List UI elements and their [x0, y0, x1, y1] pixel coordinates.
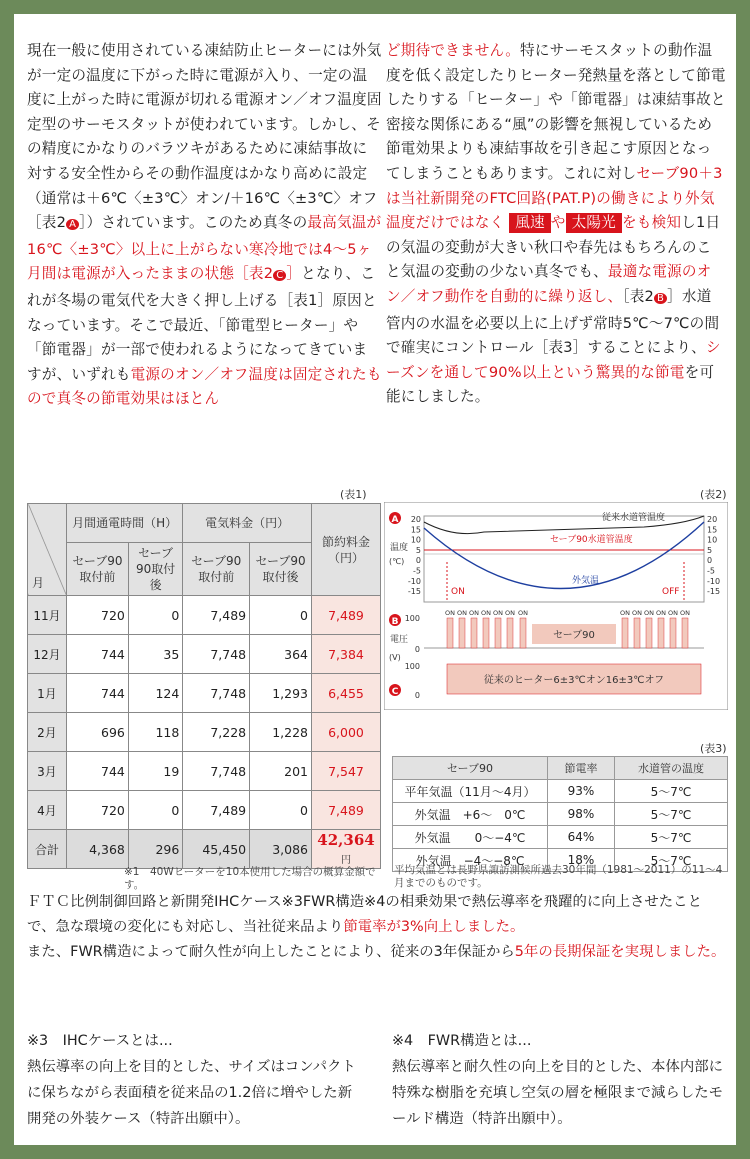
marker-c: C	[391, 687, 399, 697]
table-cell-ha: 19	[128, 752, 182, 791]
t3-header-temp: 水道管の温度	[615, 757, 728, 780]
marker-b: B	[391, 617, 399, 627]
temp-unit-label: (℃)	[389, 557, 405, 566]
table3-caption: (表3)	[700, 742, 727, 755]
temp-axis-label: 温度	[390, 543, 409, 553]
table-cell-t: 5〜7℃	[615, 780, 728, 803]
temp-tick-label: 15	[707, 525, 718, 535]
table-cell-sv: 7,489	[312, 596, 381, 635]
cost-after-header: セーブ90取付後	[250, 543, 312, 596]
footnote-fwr-title: ※4 FWR構造とは...	[392, 1033, 532, 1049]
table-row	[393, 780, 728, 803]
power-tick-0-c: 0	[414, 691, 420, 700]
on-pulse	[447, 618, 453, 648]
table-cell-r: 98%	[548, 803, 615, 826]
pulse-on-label: ON	[481, 609, 491, 617]
table-cell-cb: 7,748	[183, 752, 250, 791]
pulse-on-label: ON	[445, 609, 455, 617]
table-cell-cb: 7,489	[183, 596, 250, 635]
temp-tick-label: -10	[707, 576, 721, 586]
on-pulse	[658, 618, 664, 648]
table-cell-month: 11月	[28, 596, 67, 635]
table-cell-ha: 35	[128, 635, 182, 674]
pulse-on-label: ON	[656, 609, 666, 617]
marker-b-inline: B	[654, 293, 667, 304]
table-cell-r: 18%	[548, 849, 615, 872]
temp-tick-label: -15	[407, 587, 421, 597]
power-tick-100-b: 100	[404, 614, 420, 623]
table-cell-sv: 7,547	[312, 752, 381, 791]
temp-tick-label: -5	[413, 566, 421, 576]
table-cell-sv: 6,000	[312, 713, 381, 752]
table-cell-ha: 124	[128, 674, 182, 713]
savings-rate-table	[392, 756, 728, 872]
marker-c-inline: C	[273, 270, 286, 281]
pulse-on-label: ON	[620, 609, 630, 617]
bottom-paragraph-1: ＦＴＣ比例制御回路と新開発IHCケース※3FWR構造※4の相乗効果で熱伝導率を飛躍的に向上させたことで、急な環境の変化にも対応し、当社従来品より節電率が3%向上しました。	[27, 894, 702, 935]
table1-body	[28, 596, 381, 830]
table-cell-month: 2月	[28, 713, 67, 752]
pulse-on-label: ON	[505, 609, 515, 617]
marker-a-inline: A	[66, 219, 79, 230]
month-header: 月	[28, 504, 67, 596]
table-row	[28, 635, 381, 674]
table-cell-cb: 7,748	[183, 674, 250, 713]
on-pulse	[646, 618, 652, 648]
pulse-on-label: ON	[644, 609, 654, 617]
power-tick-100-c: 100	[404, 662, 420, 671]
pulse-on-label: ON	[668, 609, 678, 617]
table-cell-t: 5〜7℃	[615, 826, 728, 849]
table-cell-month: 4月	[28, 791, 67, 830]
temp-tick-label: 15	[410, 525, 421, 535]
table-cell-c: 外気温 −4〜−8℃	[393, 849, 548, 872]
on-pulse	[520, 618, 526, 648]
legend-outside: 外気温	[572, 576, 600, 586]
right-text-column	[386, 39, 726, 410]
t3-header-condition: セーブ90	[393, 757, 548, 780]
on-pulse	[622, 618, 628, 648]
table1-note: ※1 40Wヒーターを10本使用した場合の概算金額です。	[124, 866, 376, 891]
cost-before-header: セーブ90取付前	[183, 543, 250, 596]
electricity-table	[27, 503, 381, 869]
table-cell-month: 1月	[28, 674, 67, 713]
footnote-fwr	[392, 1028, 728, 1132]
right-paragraph: ど期待できません。特にサーモスタットの動作温度を低く設定したりヒーター発熱量を落として節電したりする「ヒーター」や「節電器」は凍結事故と密接な関係にある“風”の影響を無視しているため節電効果よりも凍結事故を引き起こす原因となってしまうこともあります。これに対しセーブ90＋3は当社新開発のFTC回路(PAT.P)の働きにより外気温度だけではなく 風速 や 太陽光 をも検知し1日の気温の変動が大きい秋口や春先はもちろんのこと気温の変動の少ない真冬でも、最適な電源のオン／オフ動作を自動的に繰り返し、［表2 B ］水道管内の水温を必要以上に上げず常時5℃〜7℃の間で確実にコントロール［表3］することにより、シーズンを通して90%以上という驚異的な節電を可能にしました。	[386, 42, 726, 406]
pulse-on-label: ON	[457, 609, 467, 617]
table-cell-c: 平年気温（11月〜4月）	[393, 780, 548, 803]
table-cell-t: 5〜7℃	[615, 849, 728, 872]
temp-tick-label: -5	[707, 566, 715, 576]
on-pulse	[507, 618, 513, 648]
power-axis-label: 電圧	[390, 635, 409, 645]
label-off: OFF	[662, 587, 680, 597]
footnote-ihc	[27, 1028, 362, 1132]
table-cell-sv: 6,455	[312, 674, 381, 713]
table-cell-sv: 7,489	[312, 791, 381, 830]
table3-body	[393, 780, 728, 872]
temp-tick-label: -10	[407, 576, 421, 586]
left-paragraph: 現在一般に使用されている凍結防止ヒーターには外気が一定の温度に下がった時に電源が入り、一定の温度に上がった時に電源が切れる電源オン／オフ温度固定型のサーモスタットが使われています。しかし、その精度にかなりのバラツキがあるために凍結事故に対する安全性からその動作温度はかなり高めに設定（通常は＋6℃〈±3℃〉オン/＋16℃〈±3℃〉オフ［表2 A ］）されています。このため真冬の最高気温が16℃〈±3℃〉以上に上がらない寒冷地では4〜5ヶ月間は電源が入ったままの状態［表2 C ］となり、これが冬場の電気代を大きく押し上げる［表1］原因となっています。そこで最近、「節電型ヒーター」や「節電器」が一部で使われるようになってきていますが、いずれも電源のオン／オフ温度は固定されたもので真冬の節電効果はほとん	[27, 42, 382, 408]
temp-tick-label: 10	[707, 535, 718, 545]
pulse-on-label: ON	[469, 609, 479, 617]
table-cell-hb: 744	[67, 674, 129, 713]
power-unit-label: (V)	[389, 653, 401, 662]
table-row	[28, 596, 381, 635]
on-pulse	[471, 618, 477, 648]
on-pulse	[483, 618, 489, 648]
table-cell-month: 12月	[28, 635, 67, 674]
table-cell-hb: 696	[67, 713, 129, 752]
legend-save: セーブ90水道管温度	[550, 535, 633, 545]
table-cell-ca: 201	[250, 752, 312, 791]
hours-header: 月間通電時間（H）	[67, 504, 183, 543]
temperature-chart	[384, 502, 728, 710]
pulse-on-label: ON	[518, 609, 528, 617]
t3-header-rate: 節電率	[548, 757, 615, 780]
table-cell-t: 5〜7℃	[615, 803, 728, 826]
table-row	[28, 791, 381, 830]
table-cell-cb: 7,489	[183, 791, 250, 830]
temp-tick-label: -15	[707, 587, 721, 597]
table2-caption: (表2)	[700, 488, 727, 501]
table-cell-ha: 0	[128, 596, 182, 635]
wind-tag: 風速	[509, 213, 551, 233]
table-row-total: 合計 4,368 296 45,450 3,086 42,364円	[28, 830, 381, 869]
table-cell-ha: 0	[128, 791, 182, 830]
table-row	[28, 752, 381, 791]
table-cell-c: 外気温 0〜−4℃	[393, 826, 548, 849]
left-text-column	[27, 39, 382, 412]
label-on: ON	[451, 587, 465, 597]
table-cell-c: 外気温 +6〜 0℃	[393, 803, 548, 826]
on-pulse	[682, 618, 688, 648]
marker-a: A	[391, 515, 399, 525]
footnote-fwr-body: 熱伝導率と耐久性の向上を目的とした、本体内部に特殊な樹脂を充填し空気の層を極限まで減らしたモールド構造（特許出願中）。	[392, 1059, 723, 1127]
save90-bar-label: セーブ90	[553, 630, 595, 641]
on-pulse	[634, 618, 640, 648]
table-row	[28, 674, 381, 713]
temp-tick-label: 0	[707, 556, 713, 566]
table-cell-month: 3月	[28, 752, 67, 791]
table-row	[393, 826, 728, 849]
table-cell-sv: 7,384	[312, 635, 381, 674]
power-tick-0-b: 0	[414, 645, 420, 654]
temp-tick-label: 20	[707, 515, 718, 524]
bottom-paragraph-2: また、FWR構造によって耐久性が向上したことにより、従来の3年保証から5年の長期保証を実現しました。	[27, 944, 726, 960]
cost-header: 電気料金（円）	[183, 504, 312, 543]
table-cell-r: 93%	[548, 780, 615, 803]
table-cell-ca: 1,293	[250, 674, 312, 713]
table-cell-r: 64%	[548, 826, 615, 849]
table-cell-ca: 0	[250, 791, 312, 830]
on-pulse	[495, 618, 501, 648]
table-cell-ca: 0	[250, 596, 312, 635]
table-cell-ca: 364	[250, 635, 312, 674]
table-cell-ha: 118	[128, 713, 182, 752]
on-pulse	[459, 618, 465, 648]
table-row	[28, 713, 381, 752]
legend-old: 従来水道管温度	[602, 513, 666, 523]
table-cell-cb: 7,748	[183, 635, 250, 674]
conventional-bar-label: 従来のヒーター6±3℃オン16±3℃オフ	[483, 675, 665, 686]
table-cell-hb: 744	[67, 635, 129, 674]
table-row	[393, 803, 728, 826]
table1-caption: (表1)	[340, 488, 367, 501]
total-savings: 42,364	[317, 831, 375, 849]
footnote-ihc-title: ※3 IHCケースとは...	[27, 1033, 173, 1049]
hours-before-header: セーブ90取付前	[67, 543, 129, 596]
table-cell-cb: 7,228	[183, 713, 250, 752]
page	[14, 14, 736, 1145]
savings-header: 節約料金（円）	[312, 504, 381, 596]
temp-tick-label: 0	[415, 556, 421, 566]
sunlight-tag: 太陽光	[566, 213, 622, 233]
table-cell-hb: 744	[67, 752, 129, 791]
table-cell-hb: 720	[67, 596, 129, 635]
bottom-text	[27, 890, 727, 965]
table-cell-hb: 720	[67, 791, 129, 830]
footnote-ihc-body: 熱伝導率の向上を目的とした、サイズはコンパクトに保ちながら表面積を従来品の1.2倍に増やした新開発の外装ケース（特許出願中）。	[27, 1059, 356, 1127]
temp-tick-label: 10	[410, 535, 421, 545]
on-pulse	[670, 618, 676, 648]
temp-tick-label: 5	[415, 545, 421, 555]
pulse-on-label: ON	[680, 609, 690, 617]
pulse-on-label: ON	[632, 609, 642, 617]
temp-tick-label: 20	[410, 515, 421, 524]
hours-after-header: セーブ90取付後	[128, 543, 182, 596]
temp-tick-label: 5	[707, 545, 713, 555]
table3-note: 平均気温とは長野県諏訪測候所過去30年間（1981〜2011）の11〜4月までのものです。	[394, 864, 723, 889]
table-cell-ca: 1,228	[250, 713, 312, 752]
pulse-on-label: ON	[493, 609, 503, 617]
